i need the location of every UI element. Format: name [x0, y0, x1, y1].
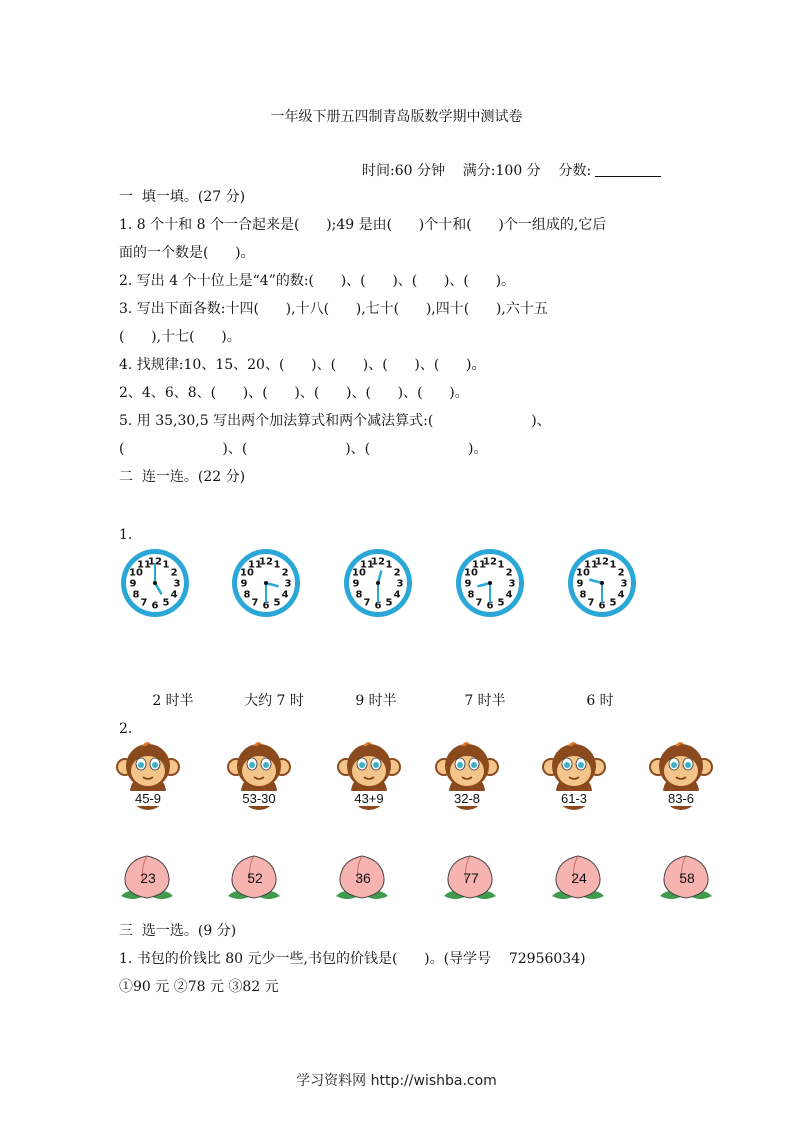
svg-text:7: 7	[475, 597, 483, 609]
score-blank[interactable]	[595, 162, 661, 177]
clock-label-3: 9 时半	[355, 693, 397, 709]
question-2: 2. 写出 4 个十位上是“4”的数:( )、( )、( )、( )。	[119, 273, 516, 289]
question-3-line2: ( ),十七( )。	[119, 329, 241, 345]
peach-number-3: 36	[355, 870, 371, 886]
section2-question-2-number: 2.	[119, 721, 133, 737]
monkey-expression-2: 53-30	[242, 791, 276, 806]
svg-text:10: 10	[351, 567, 366, 579]
svg-text:5: 5	[609, 597, 617, 609]
peach-card-4	[440, 852, 500, 907]
svg-text:3: 3	[508, 578, 516, 590]
svg-text:7: 7	[140, 597, 148, 609]
clock-3	[342, 547, 414, 619]
svg-text:2: 2	[393, 567, 401, 579]
svg-text:7: 7	[363, 597, 371, 609]
svg-text:1: 1	[385, 559, 393, 571]
monkey-card-3	[337, 740, 401, 815]
section3-question-1-options: ①90 元 ②78 元 ③82 元	[119, 979, 279, 995]
svg-text:9: 9	[464, 578, 472, 590]
svg-text:12: 12	[595, 556, 609, 568]
section3-heading: 三 选一选。(9 分)	[119, 923, 237, 939]
svg-text:5: 5	[497, 597, 505, 609]
svg-text:9: 9	[240, 578, 248, 590]
question-5-line1: 5. 用 35,30,5 写出两个加法算式和两个减法算式:( )、	[119, 413, 551, 429]
svg-text:11: 11	[248, 559, 262, 571]
section1-heading: 一 填一填。(27 分)	[119, 189, 246, 205]
svg-text:8: 8	[243, 589, 251, 601]
svg-text:10: 10	[128, 567, 143, 579]
peach-number-1: 23	[140, 870, 156, 886]
svg-text:12: 12	[483, 556, 497, 568]
clock-5	[566, 547, 638, 619]
monkey-expression-1: 45-9	[134, 791, 162, 806]
svg-text:5: 5	[385, 597, 393, 609]
svg-text:1: 1	[273, 559, 281, 571]
peach-card-2	[224, 852, 284, 907]
peach-number-4: 77	[463, 870, 479, 886]
svg-text:5: 5	[162, 597, 170, 609]
monkey-expression-6: 83-6	[667, 791, 695, 806]
monkey-expression-4: 32-8	[453, 791, 481, 806]
monkey-expression-3: 43+9	[354, 791, 384, 806]
svg-text:9: 9	[352, 578, 360, 590]
svg-text:10: 10	[239, 567, 254, 579]
clock-4	[454, 547, 526, 619]
svg-text:6: 6	[486, 600, 494, 612]
peach-card-3	[332, 852, 392, 907]
question-1-line2: 面的一个数是( )。	[119, 245, 255, 261]
peach-card-6	[656, 852, 716, 907]
monkey-card-6	[649, 740, 713, 815]
question-4-line1: 4. 找规律:10、15、20、( )、( )、( )、( )。	[119, 357, 486, 373]
svg-text:8: 8	[132, 589, 140, 601]
svg-text:11: 11	[584, 559, 598, 571]
svg-text:3: 3	[396, 578, 404, 590]
svg-text:2: 2	[281, 567, 289, 579]
clock-label-2: 大约 7 时	[244, 693, 304, 709]
svg-text:8: 8	[467, 589, 475, 601]
peach-number-6: 58	[679, 870, 695, 886]
svg-text:1: 1	[162, 559, 170, 571]
monkey-card-1	[116, 740, 180, 815]
svg-text:1: 1	[609, 559, 617, 571]
svg-text:6: 6	[374, 600, 382, 612]
svg-text:3: 3	[173, 578, 181, 590]
peach-card-5	[548, 852, 608, 907]
question-3-line1: 3. 写出下面各数:十四( ),十八( ),七十( ),四十( ),六十五	[119, 301, 548, 317]
svg-text:11: 11	[360, 559, 374, 571]
svg-text:11: 11	[137, 559, 151, 571]
clock-1	[119, 547, 191, 619]
page-title: 一年级下册五四制青岛版数学期中测试卷	[270, 109, 523, 125]
svg-text:4: 4	[170, 589, 178, 601]
svg-text:10: 10	[575, 567, 590, 579]
svg-text:9: 9	[576, 578, 584, 590]
svg-text:1: 1	[497, 559, 505, 571]
svg-text:6: 6	[598, 600, 606, 612]
svg-text:11: 11	[472, 559, 486, 571]
peach-card-1	[117, 852, 177, 907]
svg-text:2: 2	[617, 567, 625, 579]
svg-text:6: 6	[262, 600, 270, 612]
svg-text:12: 12	[148, 556, 162, 568]
monkey-expression-5: 61-3	[560, 791, 588, 806]
clock-2	[230, 547, 302, 619]
svg-text:5: 5	[273, 597, 281, 609]
svg-text:12: 12	[259, 556, 273, 568]
svg-text:7: 7	[587, 597, 595, 609]
svg-text:4: 4	[393, 589, 401, 601]
svg-text:9: 9	[129, 578, 137, 590]
full-score-label: 满分:100 分	[462, 163, 541, 179]
peach-number-2: 52	[247, 870, 263, 886]
svg-text:4: 4	[505, 589, 513, 601]
section2-heading: 二 连一连。(22 分)	[119, 469, 246, 485]
svg-text:2: 2	[505, 567, 513, 579]
score-label: 分数:	[558, 163, 592, 179]
svg-text:8: 8	[579, 589, 587, 601]
svg-text:8: 8	[355, 589, 363, 601]
svg-text:3: 3	[284, 578, 292, 590]
question-1-line1: 1. 8 个十和 8 个一合起来是( );49 是由( )个十和( )个一组成的,它后	[119, 217, 607, 233]
svg-text:4: 4	[617, 589, 625, 601]
svg-text:12: 12	[371, 556, 385, 568]
svg-text:10: 10	[463, 567, 478, 579]
question-5-line2: ( )、( )、( )。	[119, 441, 488, 457]
footer-watermark: 学习资料网 http://wishba.com	[296, 1073, 497, 1089]
monkey-card-5	[542, 740, 606, 815]
svg-text:4: 4	[281, 589, 289, 601]
section2-question-1-number: 1.	[119, 527, 133, 543]
section3-question-1: 1. 书包的价钱比 80 元少一些,书包的价钱是( )。(导学号 72956034)	[119, 951, 586, 967]
peach-number-5: 24	[571, 870, 587, 886]
time-label: 时间:60 分钟	[362, 163, 445, 179]
svg-text:2: 2	[170, 567, 178, 579]
clock-label-4: 7 时半	[464, 693, 506, 709]
svg-text:6: 6	[151, 600, 159, 612]
svg-text:3: 3	[620, 578, 628, 590]
clock-label-5: 6 时	[586, 693, 614, 709]
svg-text:7: 7	[251, 597, 259, 609]
monkey-card-2	[227, 740, 291, 815]
exam-meta	[362, 160, 661, 180]
question-4-line2: 2、4、6、8、( )、( )、( )、( )、( )。	[119, 385, 469, 401]
clock-label-1: 2 时半	[152, 693, 194, 709]
monkey-card-4	[435, 740, 499, 815]
